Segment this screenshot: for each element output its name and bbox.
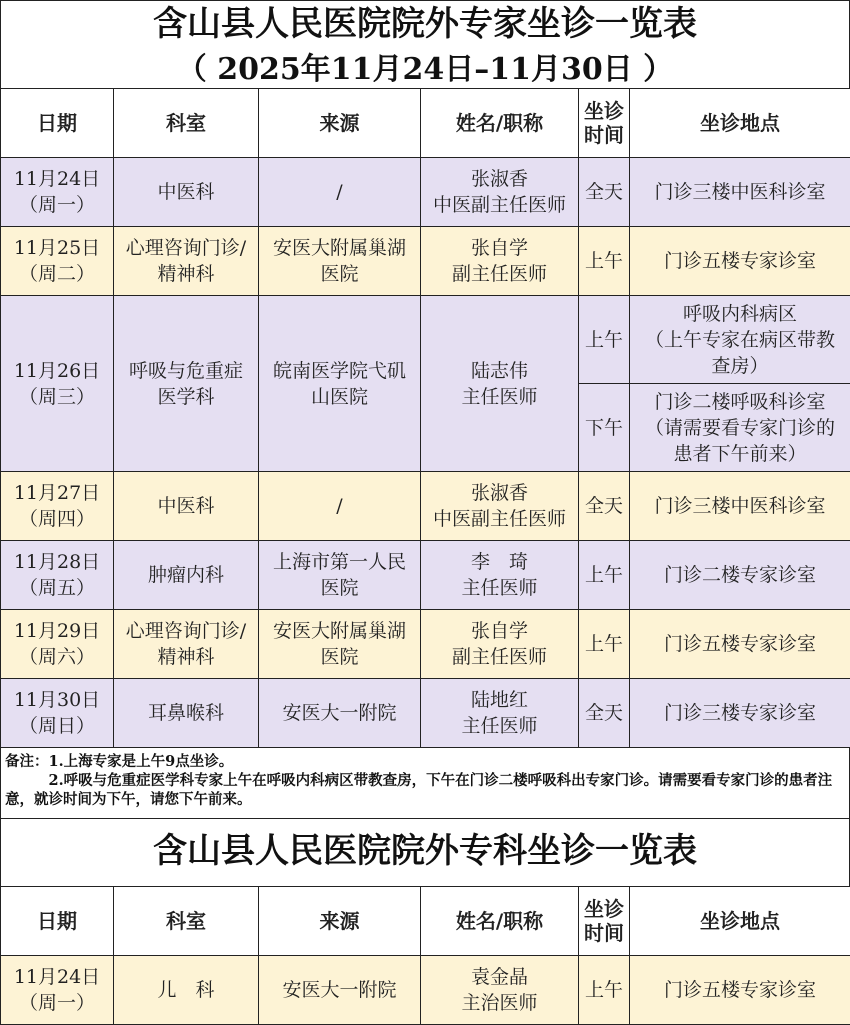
cell-name: 张淑香 中医副主任医师 — [421, 158, 579, 227]
cell-date: 11月24日 （周一） — [1, 158, 114, 227]
header-time: 坐诊 时间 — [579, 89, 630, 158]
header-name: 姓名/职称 — [421, 887, 579, 956]
table-row — [1, 541, 850, 610]
cell-time: 上午 — [579, 227, 630, 296]
cell-dept: 中医科 — [114, 158, 259, 227]
table-row — [1, 610, 850, 679]
notes — [0, 748, 850, 818]
header-dept: 科室 — [114, 887, 259, 956]
page-subtitle-date-range: （ 2025年11月24日–11月30日 ） — [0, 50, 850, 90]
table-header-row — [1, 89, 850, 158]
cell-date: 11月24日 （周一） — [1, 956, 114, 1025]
table-row — [1, 956, 850, 1025]
cell-name: 李 琦 主任医师 — [421, 541, 579, 610]
cell-source: 皖南医学院弋矶 山医院 — [259, 296, 421, 472]
cell-location: 门诊三楼专家诊室 — [630, 679, 850, 748]
cell-time-am: 上午 — [579, 296, 630, 384]
cell-location: 门诊五楼专家诊室 — [630, 610, 850, 679]
cell-location-pm: 门诊二楼呼吸科诊室 （请需要看专家门诊的 患者下午前来） — [630, 384, 850, 472]
cell-dept: 儿 科 — [114, 956, 259, 1025]
cell-dept: 呼吸与危重症 医学科 — [114, 296, 259, 472]
cell-name: 张自学 副主任医师 — [421, 227, 579, 296]
second-table-title: 含山县人民医院院外专科坐诊一览表 — [0, 830, 850, 872]
table-row — [1, 227, 850, 296]
header-source: 来源 — [259, 89, 421, 158]
page-title: 含山县人民医院院外专家坐诊一览表 — [0, 4, 850, 44]
cell-location: 门诊五楼专家诊室 — [630, 956, 850, 1025]
cell-name: 张淑香 中医副主任医师 — [421, 472, 579, 541]
cell-location-am: 呼吸内科病区 （上午专家在病区带教 查房） — [630, 296, 850, 384]
cell-name: 张自学 副主任医师 — [421, 610, 579, 679]
cell-source: 安医大一附院 — [259, 956, 421, 1025]
specialty-schedule-table — [0, 886, 850, 1025]
table-header-row — [1, 887, 850, 956]
cell-date: 11月25日 （周二） — [1, 227, 114, 296]
cell-date: 11月29日 （周六） — [1, 610, 114, 679]
cell-time: 上午 — [579, 610, 630, 679]
cell-source: 安医大附属巢湖 医院 — [259, 227, 421, 296]
cell-date: 11月30日 （周日） — [1, 679, 114, 748]
note-line-2: 2.呼吸与危重症医学科专家上午在呼吸内科病区带教查房，下午在门诊二楼呼吸科出专家门诊。请需要看专家门诊的患者注意，就诊时间为下午，请您下午前来。 — [5, 771, 845, 809]
cell-time-pm: 下午 — [579, 384, 630, 472]
header-date: 日期 — [1, 887, 114, 956]
cell-location: 门诊三楼中医科诊室 — [630, 472, 850, 541]
cell-dept: 心理咨询门诊/ 精神科 — [114, 227, 259, 296]
cell-location: 门诊二楼专家诊室 — [630, 541, 850, 610]
cell-time: 上午 — [579, 541, 630, 610]
cell-dept: 中医科 — [114, 472, 259, 541]
header-location: 坐诊地点 — [630, 887, 850, 956]
header-dept: 科室 — [114, 89, 259, 158]
header-time: 坐诊 时间 — [579, 887, 630, 956]
cell-dept: 心理咨询门诊/ 精神科 — [114, 610, 259, 679]
table-row — [1, 679, 850, 748]
cell-name: 袁金晶 主治医师 — [421, 956, 579, 1025]
cell-location: 门诊五楼专家诊室 — [630, 227, 850, 296]
table-row — [1, 472, 850, 541]
note-line-1: 备注：1.上海专家是上午9点坐诊。 — [5, 752, 845, 771]
table-row — [1, 158, 850, 227]
cell-source: 安医大附属巢湖 医院 — [259, 610, 421, 679]
cell-dept: 耳鼻喉科 — [114, 679, 259, 748]
header-date: 日期 — [1, 89, 114, 158]
header-source: 来源 — [259, 887, 421, 956]
cell-source: / — [259, 472, 421, 541]
cell-time: 上午 — [579, 956, 630, 1025]
header-location: 坐诊地点 — [630, 89, 850, 158]
cell-time: 全天 — [579, 158, 630, 227]
cell-source: 上海市第一人民 医院 — [259, 541, 421, 610]
cell-date: 11月26日 （周三） — [1, 296, 114, 472]
cell-dept: 肿瘤内科 — [114, 541, 259, 610]
cell-date: 11月27日 （周四） — [1, 472, 114, 541]
cell-name: 陆地红 主任医师 — [421, 679, 579, 748]
cell-source: 安医大一附院 — [259, 679, 421, 748]
cell-location: 门诊三楼中医科诊室 — [630, 158, 850, 227]
expert-schedule-table — [0, 88, 850, 748]
cell-time: 全天 — [579, 472, 630, 541]
cell-name: 陆志伟 主任医师 — [421, 296, 579, 472]
table-row — [1, 296, 850, 384]
header-name: 姓名/职称 — [421, 89, 579, 158]
cell-date: 11月28日 （周五） — [1, 541, 114, 610]
cell-time: 全天 — [579, 679, 630, 748]
cell-source: / — [259, 158, 421, 227]
